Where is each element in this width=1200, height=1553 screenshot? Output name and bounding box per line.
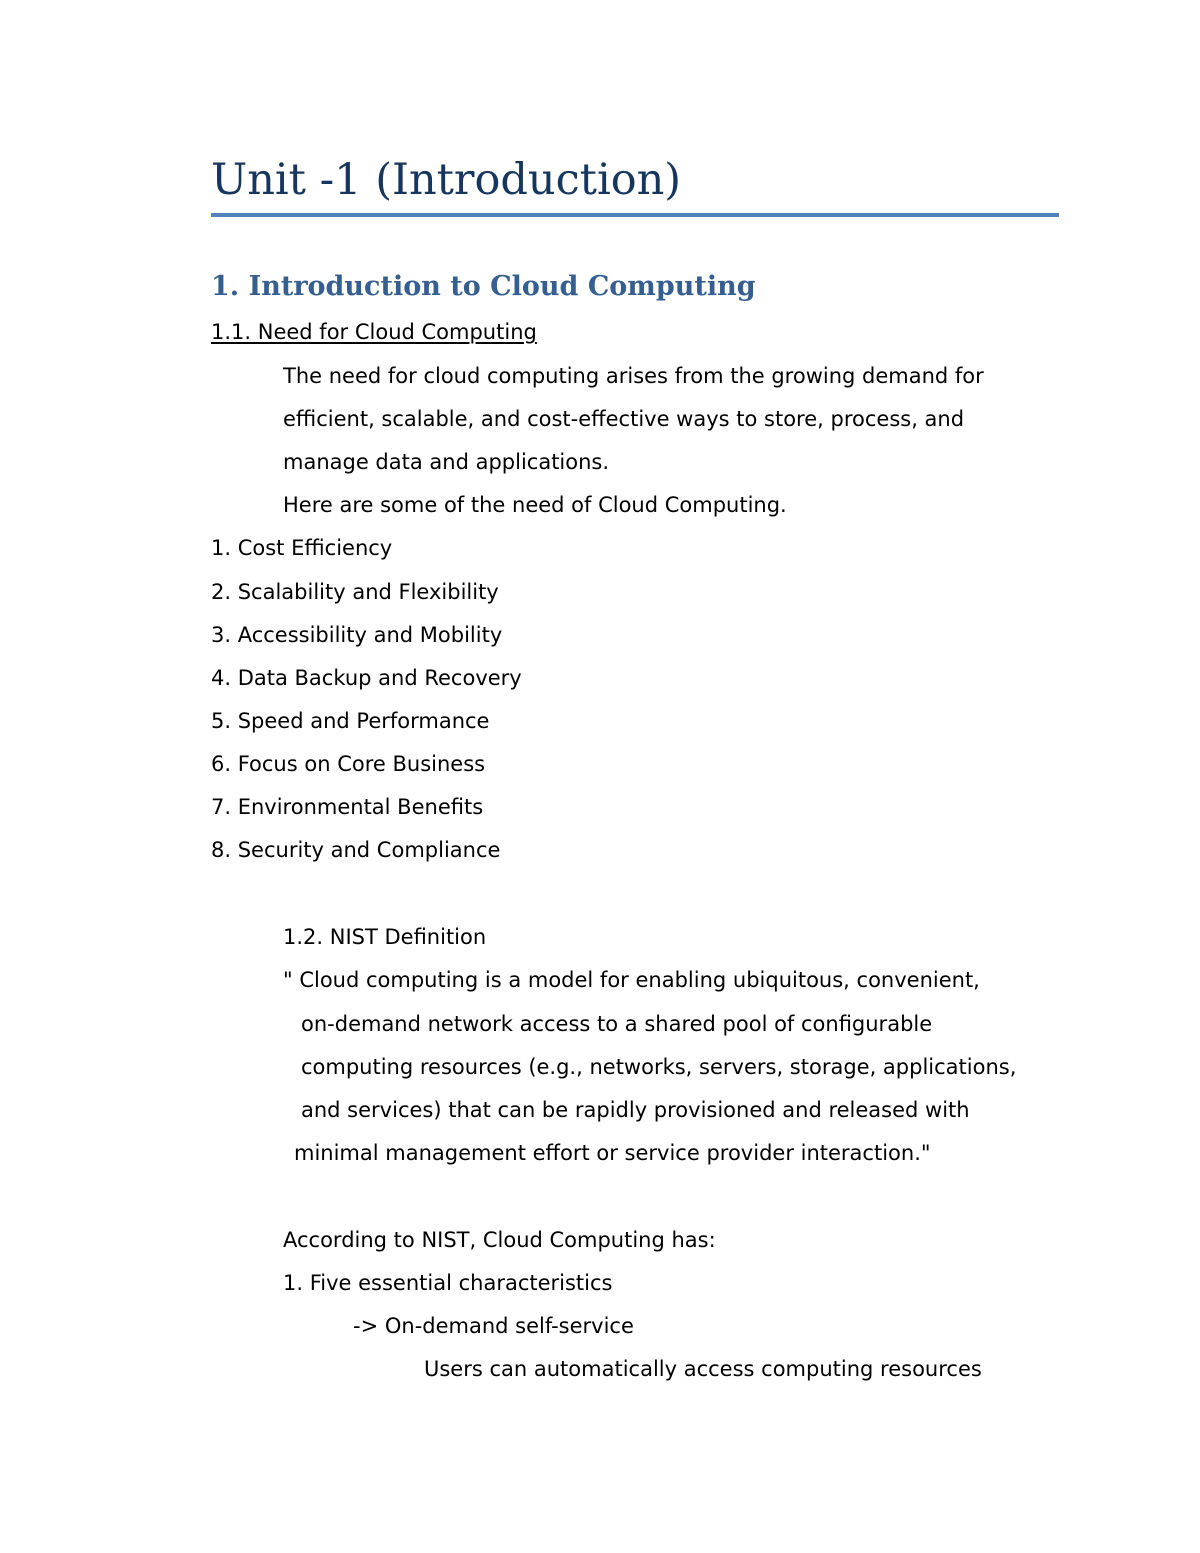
need-list-item: 2. Scalability and Flexibility — [211, 580, 499, 604]
characteristic-description: Users can automatically access computing resources — [424, 1357, 982, 1381]
need-list-item: 3. Accessibility and Mobility — [211, 623, 503, 647]
paragraph-line: Here are some of the need of Cloud Computing. — [283, 493, 787, 517]
document-title: Unit -1 (Introduction) — [211, 155, 682, 205]
nist-quote-line: computing resources (e.g., networks, servers, storage, applications, — [301, 1055, 1017, 1079]
need-list-item: 8. Security and Compliance — [211, 838, 501, 862]
paragraph-line: manage data and applications. — [283, 450, 610, 474]
paragraph-line: The need for cloud computing arises from the growing demand for — [283, 364, 984, 388]
characteristics-heading: 1. Five essential characteristics — [283, 1271, 613, 1295]
title-underline-rule — [211, 213, 1059, 217]
need-list-item: 5. Speed and Performance — [211, 709, 490, 733]
need-list-item: 4. Data Backup and Recovery — [211, 666, 522, 690]
need-list-item: 1. Cost Efficiency — [211, 536, 393, 560]
paragraph-line: efficient, scalable, and cost-effective ways to store, process, and — [283, 407, 965, 431]
subsection-heading-nist: 1.2. NIST Definition — [283, 925, 487, 949]
characteristic-item: -> On-demand self-service — [353, 1314, 634, 1338]
nist-quote-line: " Cloud computing is a model for enabling ubiquitous, convenient, — [283, 968, 980, 992]
nist-quote-line: on-demand network access to a shared pool of configurable — [301, 1012, 933, 1036]
subsection-heading-need: 1.1. Need for Cloud Computing — [211, 320, 537, 344]
nist-quote-line: minimal management effort or service provider interaction." — [294, 1141, 931, 1165]
need-list-item: 7. Environmental Benefits — [211, 795, 484, 819]
need-list-item: 6. Focus on Core Business — [211, 752, 486, 776]
section-heading: 1. Introduction to Cloud Computing — [211, 271, 756, 302]
nist-quote-line: and services) that can be rapidly provisioned and released with — [301, 1098, 970, 1122]
according-to-nist: According to NIST, Cloud Computing has: — [283, 1228, 716, 1252]
